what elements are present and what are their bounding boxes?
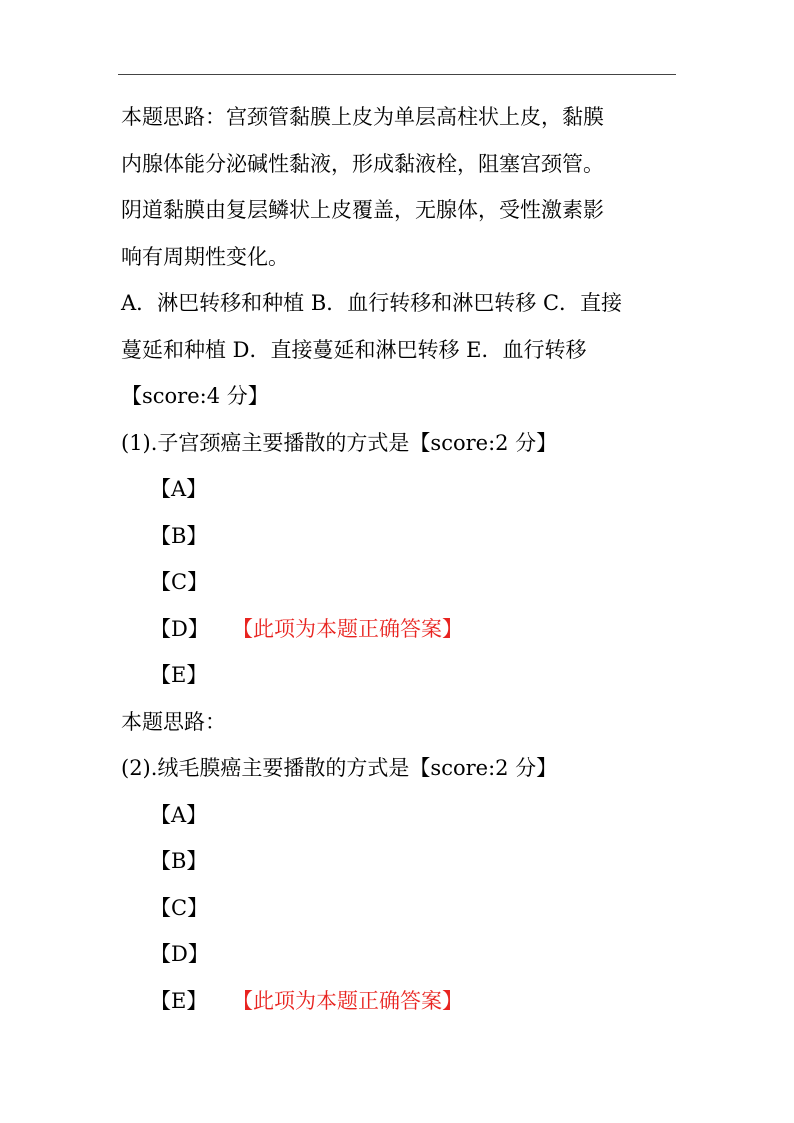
explanation-line: 本题思路：宫颈管黏膜上皮为单层高柱状上皮，黏膜 bbox=[121, 105, 604, 129]
question-2-option-a bbox=[121, 792, 681, 839]
question-1-stem: (1).子宫颈癌主要播散的方式是【score:2 分】 bbox=[121, 430, 558, 455]
option-label: 【B】 bbox=[150, 849, 208, 873]
option-label: 【E】 bbox=[150, 988, 208, 1013]
option-label: 【A】 bbox=[150, 802, 208, 827]
option-label: 【D】 bbox=[150, 616, 209, 641]
question-1-option-c bbox=[121, 559, 681, 606]
document-body bbox=[121, 94, 681, 1024]
correct-answer-note: 【此项为本题正确答案】 bbox=[232, 988, 463, 1013]
option-label: 【A】 bbox=[150, 477, 208, 501]
header-rule bbox=[118, 74, 676, 75]
option-label: 【C】 bbox=[150, 570, 209, 594]
group-score: 【score:4 分】 bbox=[121, 384, 269, 408]
question-2 bbox=[121, 745, 681, 1024]
shared-options bbox=[121, 280, 681, 420]
previous-explanation bbox=[121, 94, 681, 280]
option-label: 【B】 bbox=[150, 523, 208, 548]
question-1-option-d bbox=[121, 606, 681, 653]
explanation-line: 响有周期性变化。 bbox=[121, 244, 289, 269]
question-1-rationale: 本题思路： bbox=[121, 709, 226, 734]
question-1-option-e bbox=[121, 652, 681, 699]
correct-answer-note: 【此项为本题正确答案】 bbox=[232, 616, 463, 641]
option-label: 【E】 bbox=[150, 663, 208, 687]
question-1-option-a bbox=[121, 466, 681, 513]
question-2-option-d bbox=[121, 931, 681, 978]
explanation-line: 阴道黏膜由复层鳞状上皮覆盖，无腺体，受性激素影 bbox=[121, 198, 604, 222]
question-1 bbox=[121, 420, 681, 746]
option-label: 【D】 bbox=[150, 942, 209, 966]
shared-options-line: A．淋巴转移和种植 B．血行转移和淋巴转移 C．直接 bbox=[121, 291, 623, 315]
option-label: 【C】 bbox=[150, 895, 209, 920]
question-2-stem: (2).绒毛膜癌主要播散的方式是【score:2 分】 bbox=[121, 756, 558, 780]
question-2-option-b bbox=[121, 838, 681, 885]
shared-options-line: 蔓延和种植 D．直接蔓延和淋巴转移 E．血行转移 bbox=[121, 337, 587, 362]
question-2-option-e bbox=[121, 978, 681, 1025]
question-2-option-c bbox=[121, 885, 681, 932]
explanation-line: 内腺体能分泌碱性黏液，形成黏液栓，阻塞宫颈管。 bbox=[121, 151, 604, 176]
question-1-option-b bbox=[121, 513, 681, 560]
